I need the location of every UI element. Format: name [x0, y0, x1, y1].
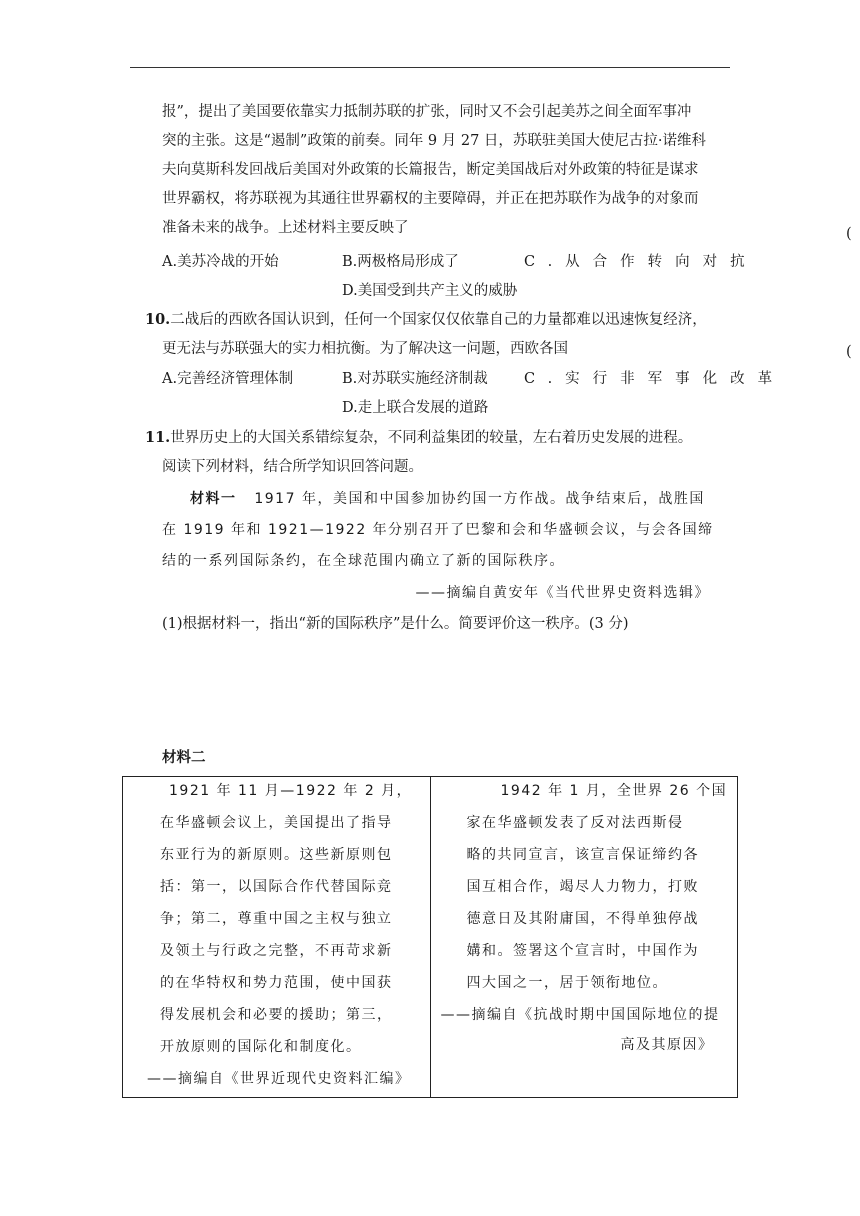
q10-option-c: C.实行非军事化改革	[524, 371, 786, 387]
q9-option-c: C.从合作转向对抗	[524, 254, 758, 270]
q9-option-d: D.美国受到共产主义的威胁	[342, 283, 518, 299]
material-1-source: ——摘编自黄安年《当代世界史资料选辑》	[415, 585, 710, 601]
q9-line-5: 准备未来的战争。上述材料主要反映了	[162, 220, 409, 236]
material-2-left-line: 1921 年 11 月—1922 年 2 月，	[169, 783, 413, 799]
q9-line-4: 世界霸权，将苏联视为其通往世界霸权的主要障碍，并正在把苏联作为战争的对象而	[162, 191, 699, 207]
q10-answer-paren: (	[846, 344, 852, 360]
material-1-line-1	[190, 489, 705, 509]
q10-line-1	[145, 310, 707, 330]
q9-line-1: 报”，提出了美国要依靠实力抵制苏联的扩张，同时又不会引起美苏之间全面军事冲	[162, 104, 692, 120]
q10-text-1: 二战后的西欧各国认识到，任何一个国家仅仅依靠自己的力量都难以迅速恢复经济，	[170, 312, 707, 328]
q11-line-2: 阅读下列材料，结合所学知识回答问题。	[162, 459, 423, 475]
material-2-right-line: 媾和。签署这个宣言时，中国作为	[466, 943, 699, 959]
q10-number: 10.	[145, 311, 171, 328]
q9-option-a: A.美苏冷战的开始	[162, 254, 279, 270]
q10-option-d: D.走上联合发展的道路	[342, 400, 489, 416]
q11-number: 11.	[145, 429, 171, 446]
q11-line-1	[145, 428, 692, 448]
material-1-line-2: 在 1919 年和 1921—1922 年分别召开了巴黎和会和华盛顿会议，与会各国缔	[162, 522, 714, 538]
q10-line-2: 更无法与苏联强大的实力相抗衡。为了解决这一问题，西欧各国	[162, 341, 568, 357]
q9-answer-paren: (	[846, 226, 852, 242]
material-2-label: 材料二	[162, 749, 206, 766]
material-2-right-line: 国互相合作，竭尽人力物力，打败	[466, 879, 699, 895]
q11-text-1: 世界历史上的大国关系错综复杂，不同利益集团的较量，左右着历史发展的进程。	[170, 430, 693, 446]
header-rule	[130, 67, 730, 68]
material-1-line-3: 结的一系列国际条约，在全球范围内确立了新的国际秩序。	[162, 553, 565, 569]
q10-option-b: B.对苏联实施经济制裁	[342, 371, 488, 387]
material-2-left-line: 东亚行为的新原则。这些新原则包	[160, 847, 393, 863]
material-2-left-cell	[123, 777, 431, 1098]
q9-line-2: 突的主张。这是“遏制”政策的前奏。同年 9 月 27 日，苏联驻美国大使尼古拉·诺维科	[162, 133, 707, 149]
q10-option-a: A.完善经济管理体制	[162, 371, 294, 387]
sub-question-1: (1)根据材料一，指出“新的国际秩序”是什么。简要评价这一秩序。(3 分)	[162, 616, 629, 632]
material-2-right-line: 略的共同宣言，该宣言保证缔约各	[466, 847, 699, 863]
material-2-left-line: 得发展机会和必要的援助；第三，	[160, 1007, 393, 1023]
material-2-right-line: 德意日及其附庸国，不得单独停战	[466, 911, 699, 927]
material-2-right-cell	[430, 777, 738, 1098]
material-2-right-line: 1942 年 1 月，全世界 26 个国	[500, 783, 728, 799]
material-2-left-source: ——摘编自《世界近现代史资料汇编》	[147, 1071, 411, 1087]
material-2-right-line: 家在华盛顿发表了反对法西斯侵	[466, 815, 684, 831]
material-2-left-line: 在华盛顿会议上，美国提出了指导	[160, 815, 393, 831]
material-2-right-source-cont: 高及其原因》	[620, 1037, 714, 1053]
material-2-left-line: 争；第二，尊重中国之主权与独立	[160, 911, 393, 927]
material-2-left-line: 的在华特权和势力范围，使中国获	[160, 975, 393, 991]
q9-option-b: B.两极格局形成了	[342, 254, 459, 270]
material-1-text-1: 1917 年，美国和中国参加协约国一方作战。战争结束后，战胜国	[254, 491, 705, 507]
material-2-right-line: 四大国之一，居于领衔地位。	[466, 975, 668, 991]
q9-line-3: 夫向莫斯科发回战后美国对外政策的长篇报告，断定美国战后对外政策的特征是谋求	[162, 162, 699, 178]
material-2-right-source: ——摘编自《抗战时期中国国际地位的提	[440, 1007, 720, 1023]
material-2-table	[122, 776, 738, 1098]
material-2-left-line: 括：第一，以国际合作代替国际竞	[160, 879, 393, 895]
material-1-label: 材料一	[190, 491, 237, 507]
material-2-left-line: 开放原则的国际化和制度化。	[160, 1039, 362, 1055]
material-2-left-line: 及领土与行政之完整，不再苛求新	[160, 943, 393, 959]
